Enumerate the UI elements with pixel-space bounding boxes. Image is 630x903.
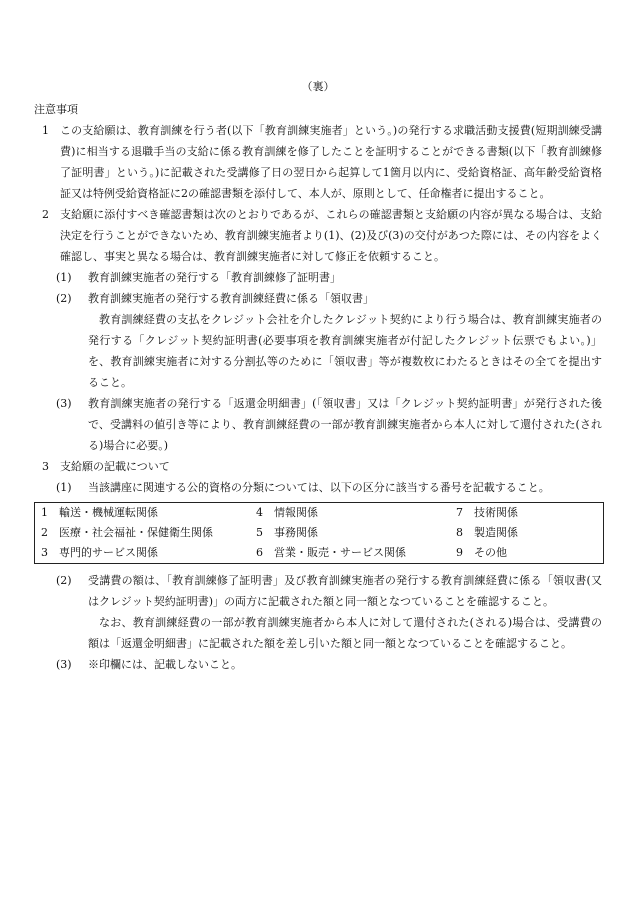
category-cell [35,503,251,524]
category-row [35,543,604,564]
category-cell [35,543,251,564]
note-subitem-number: (2) [56,574,72,587]
note-item-number: 1 [42,124,49,137]
note-item-text: 支給願に添付すべき確認書類は次のとおりであるが、これらの確認書類と支給願の内容が異なる場合は、支給決定を行うことができないため、教育訓練実施者より(1)、(2)及び(3)の交付があつた際には、その内容をよく確認し、事実と異なる場合は、教育訓練実施者に対して修正を依頼すること。 [60,208,602,263]
note-subitem-3-2 [34,570,602,612]
category-cell [250,543,450,564]
note-subitem-number: (1) [56,481,72,494]
note-item-2 [34,204,602,267]
category-cell [35,523,251,543]
note-subitem-text: 教育訓練実施者の発行する「教育訓練修了証明書」 [88,271,341,284]
note-item-1 [34,120,602,204]
note-subitem-text: ※印欄には、記載しないこと。 [88,658,242,671]
category-label: 技術関係 [474,506,518,519]
section-title: 注意事項 [34,103,78,116]
category-number: 9 [456,546,463,559]
refund-note: なお、教育訓練経費の一部が教育訓練実施者から本人に対して還付された(される)場合は、受講費の額は「返還金明細書」に記載された額を差し引いた額と同一額となつていることを確認すること。 [88,616,602,650]
category-row [35,523,604,543]
note-subitem-2-3 [34,393,602,456]
category-label: 医療・社会福祉・保健衛生関係 [59,526,213,539]
note-item-number: 3 [42,460,49,473]
note-item-3 [34,456,602,477]
note-item-number: 2 [42,208,49,221]
note-subitem-3-1 [34,477,602,498]
category-number: 5 [256,526,263,539]
note-subitem-number: (1) [56,271,72,284]
category-cell [450,543,604,564]
note-subitem-3-3 [34,654,602,675]
category-number: 2 [41,526,48,539]
credit-contract-note: 教育訓練経費の支払をクレジット会社を介したクレジット契約により行う場合は、教育訓練実施者の発行する「クレジット契約証明書(必要事項を教育訓練実施者が付記したクレジット伝票でもよい。)」を、教育訓練実施者に対する分割払等のために「領収書」等が複数枚にわたるときはその全てを提出すること。 [88,313,602,389]
category-number: 6 [256,546,263,559]
note-item-text: 支給願の記載について [60,460,170,473]
category-label: 専門的サービス関係 [59,546,158,559]
note-item-text: この支給願は、教育訓練を行う者(以下「教育訓練実施者」という。)の発行する求職活動支援費(短期訓練受講費)に相当する退職手当の支給に係る教育訓練を修了したことを証明することができる書類(以下「教育訓練修了証明書」という。)に記載された受講修了日の翌日から起算して1箇月以内に、受給資格証、高年齢受給資格証又は特例受給資格証に2の確認書類を添付して、本人が、原則として、任命権者に提出すること。 [60,124,602,200]
note-subitem-text: 教育訓練実施者の発行する「返還金明細書」(「領収書」又は「クレジット契約証明書」が発行された後で、受講料の値引き等により、教育訓練経費の一部が教育訓練実施者から本人に対して還付された(される)場合に必要。) [88,397,602,452]
category-label: 情報関係 [274,506,318,519]
page-side-label: （裏） [301,80,335,93]
note-subitem-text: 受講費の額は、「教育訓練修了証明書」及び教育訓練実施者の発行する教育訓練経費に係る「領収書(又はクレジット契約証明書)」の両方に記載された額と同一額となつていることを確認すること。 [88,574,602,608]
category-label: その他 [474,546,507,559]
note-subitem-number: (3) [56,658,72,671]
category-number: 4 [256,506,263,519]
note-subitem-text: 当該講座に関連する公的資格の分類については、以下の区分に該当する番号を記載すること。 [88,481,550,494]
category-cell [250,503,450,524]
category-number: 1 [41,506,48,519]
category-number: 3 [41,546,48,559]
category-label: 営業・販売・サービス関係 [274,546,406,559]
note-subitem-2-2 [34,288,602,309]
category-row [35,503,604,524]
category-label: 輸送・機械運転関係 [59,506,158,519]
category-cell [450,503,604,524]
note-subitem-2-1 [34,267,602,288]
category-number: 7 [456,506,463,519]
note-subitem-number: (3) [56,397,72,410]
category-number: 8 [456,526,463,539]
qualification-category-table [34,502,604,564]
category-cell [250,523,450,543]
category-label: 製造関係 [474,526,518,539]
category-cell [450,523,604,543]
note-subitem-text: 教育訓練実施者の発行する教育訓練経費に係る「領収書」 [88,292,374,305]
category-label: 事務関係 [274,526,318,539]
note-subitem-number: (2) [56,292,72,305]
